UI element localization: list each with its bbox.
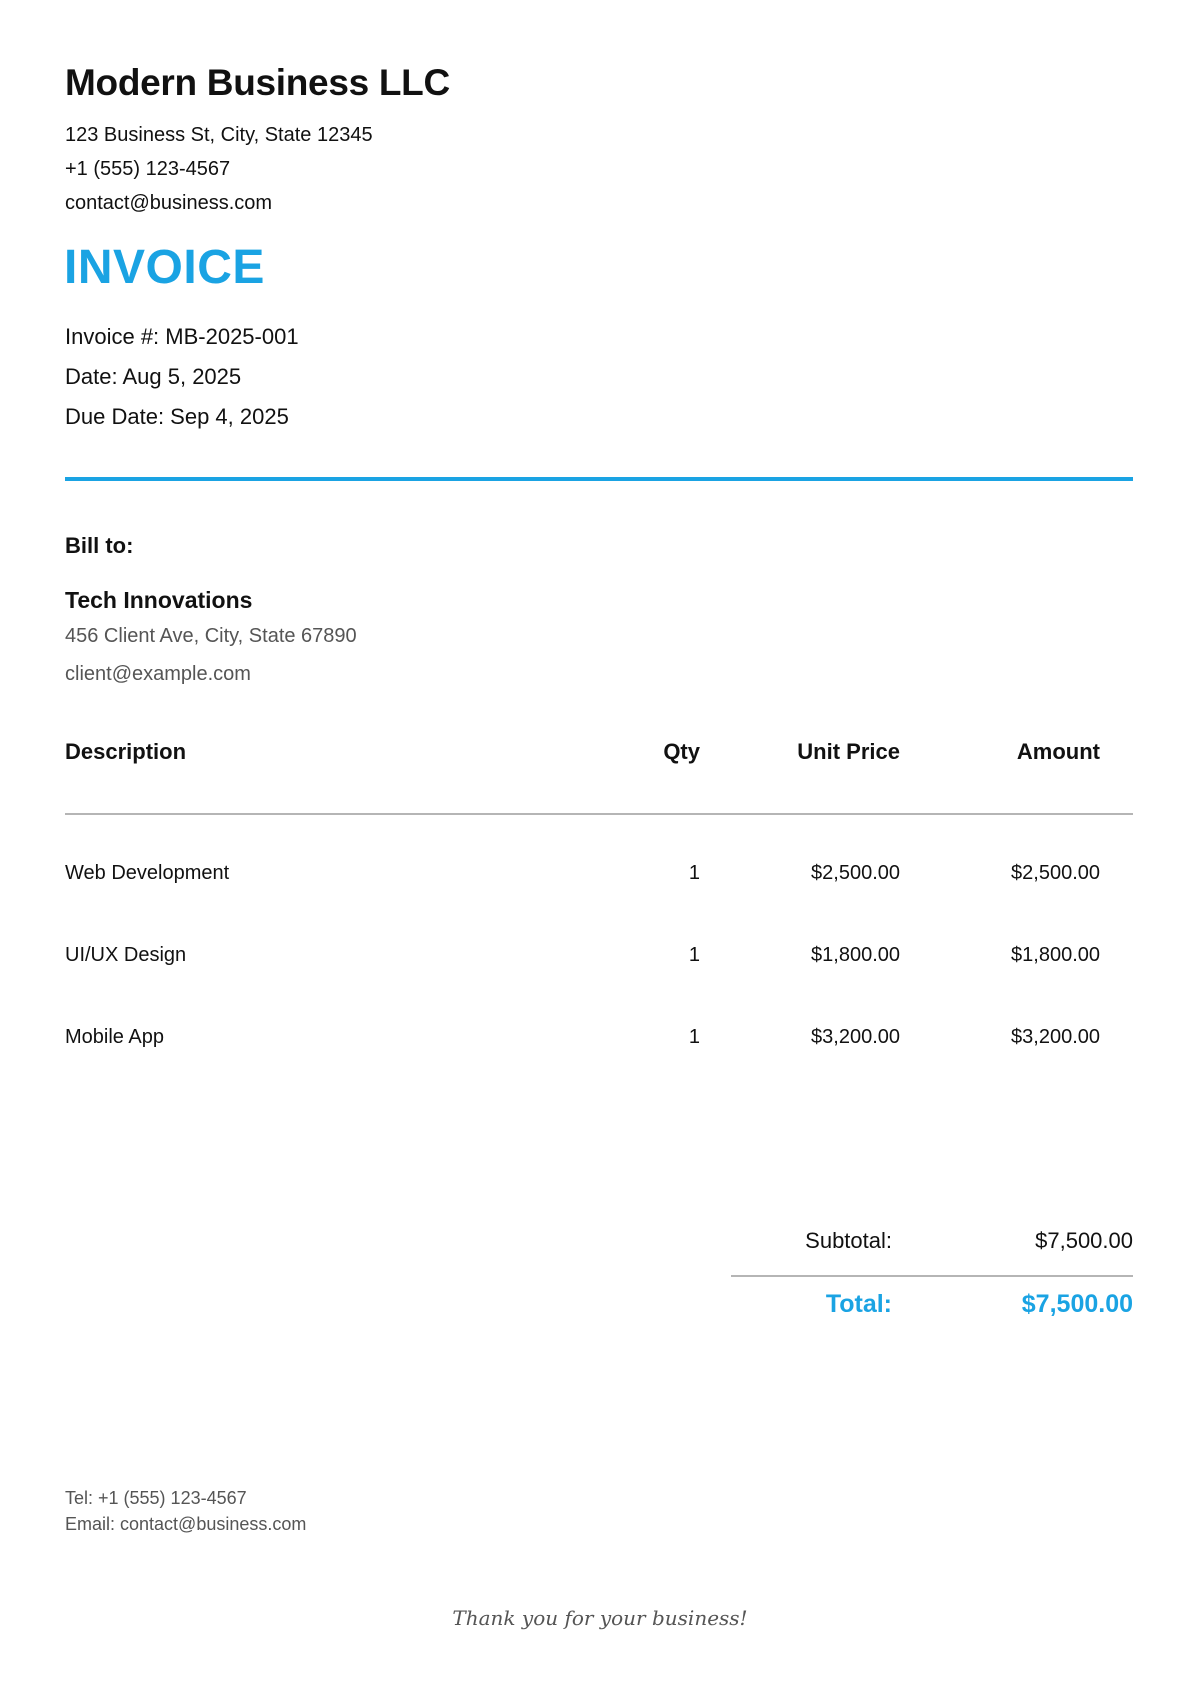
row-unit-price: $3,200.00 [811,1026,900,1048]
invoice-title: INVOICE [64,241,265,294]
row-description: Web Development [65,862,230,884]
row-description: Mobile App [65,1026,164,1048]
company-phone: +1 (555) 123-4567 [65,158,231,180]
row-qty: 1 [688,862,700,884]
row-description: UI/UX Design [65,944,187,966]
subtotal-label: Subtotal: [805,1228,892,1253]
client-name: Tech Innovations [65,587,253,613]
totals-divider [731,1275,1133,1277]
client-email: client@example.com [65,663,251,685]
total-value: $7,500.00 [1021,1290,1133,1318]
footer-email: Email: contact@business.com [65,1514,307,1534]
thank-you-note: Thank you for your business! [452,1606,748,1630]
invoice-due-date: Due Date: Sep 4, 2025 [65,404,289,429]
header-amount: Amount [1016,739,1100,764]
company-name: Modern Business LLC [65,62,450,103]
subtotal-value: $7,500.00 [1035,1228,1133,1253]
company-address: 123 Business St, City, State 12345 [65,124,373,146]
row-amount: $1,800.00 [1011,944,1100,966]
row-qty: 1 [688,944,700,966]
footer-tel: Tel: +1 (555) 123-4567 [65,1488,247,1508]
bill-to-label: Bill to: [65,533,134,558]
total-label: Total: [825,1290,892,1318]
header-description: Description [65,739,187,764]
client-address: 456 Client Ave, City, State 67890 [65,625,357,647]
row-qty: 1 [688,1026,700,1048]
header-divider [65,477,1133,481]
invoice-number: Invoice #: MB-2025-001 [65,324,299,349]
row-unit-price: $1,800.00 [811,944,900,966]
row-amount: $3,200.00 [1011,1026,1100,1048]
company-email: contact@business.com [65,192,273,214]
header-unit-price: Unit Price [797,739,900,764]
header-qty: Qty [663,739,700,764]
row-unit-price: $2,500.00 [811,862,900,884]
table-header-divider [65,813,1133,815]
row-amount: $2,500.00 [1011,862,1100,884]
invoice-date: Date: Aug 5, 2025 [65,364,242,389]
